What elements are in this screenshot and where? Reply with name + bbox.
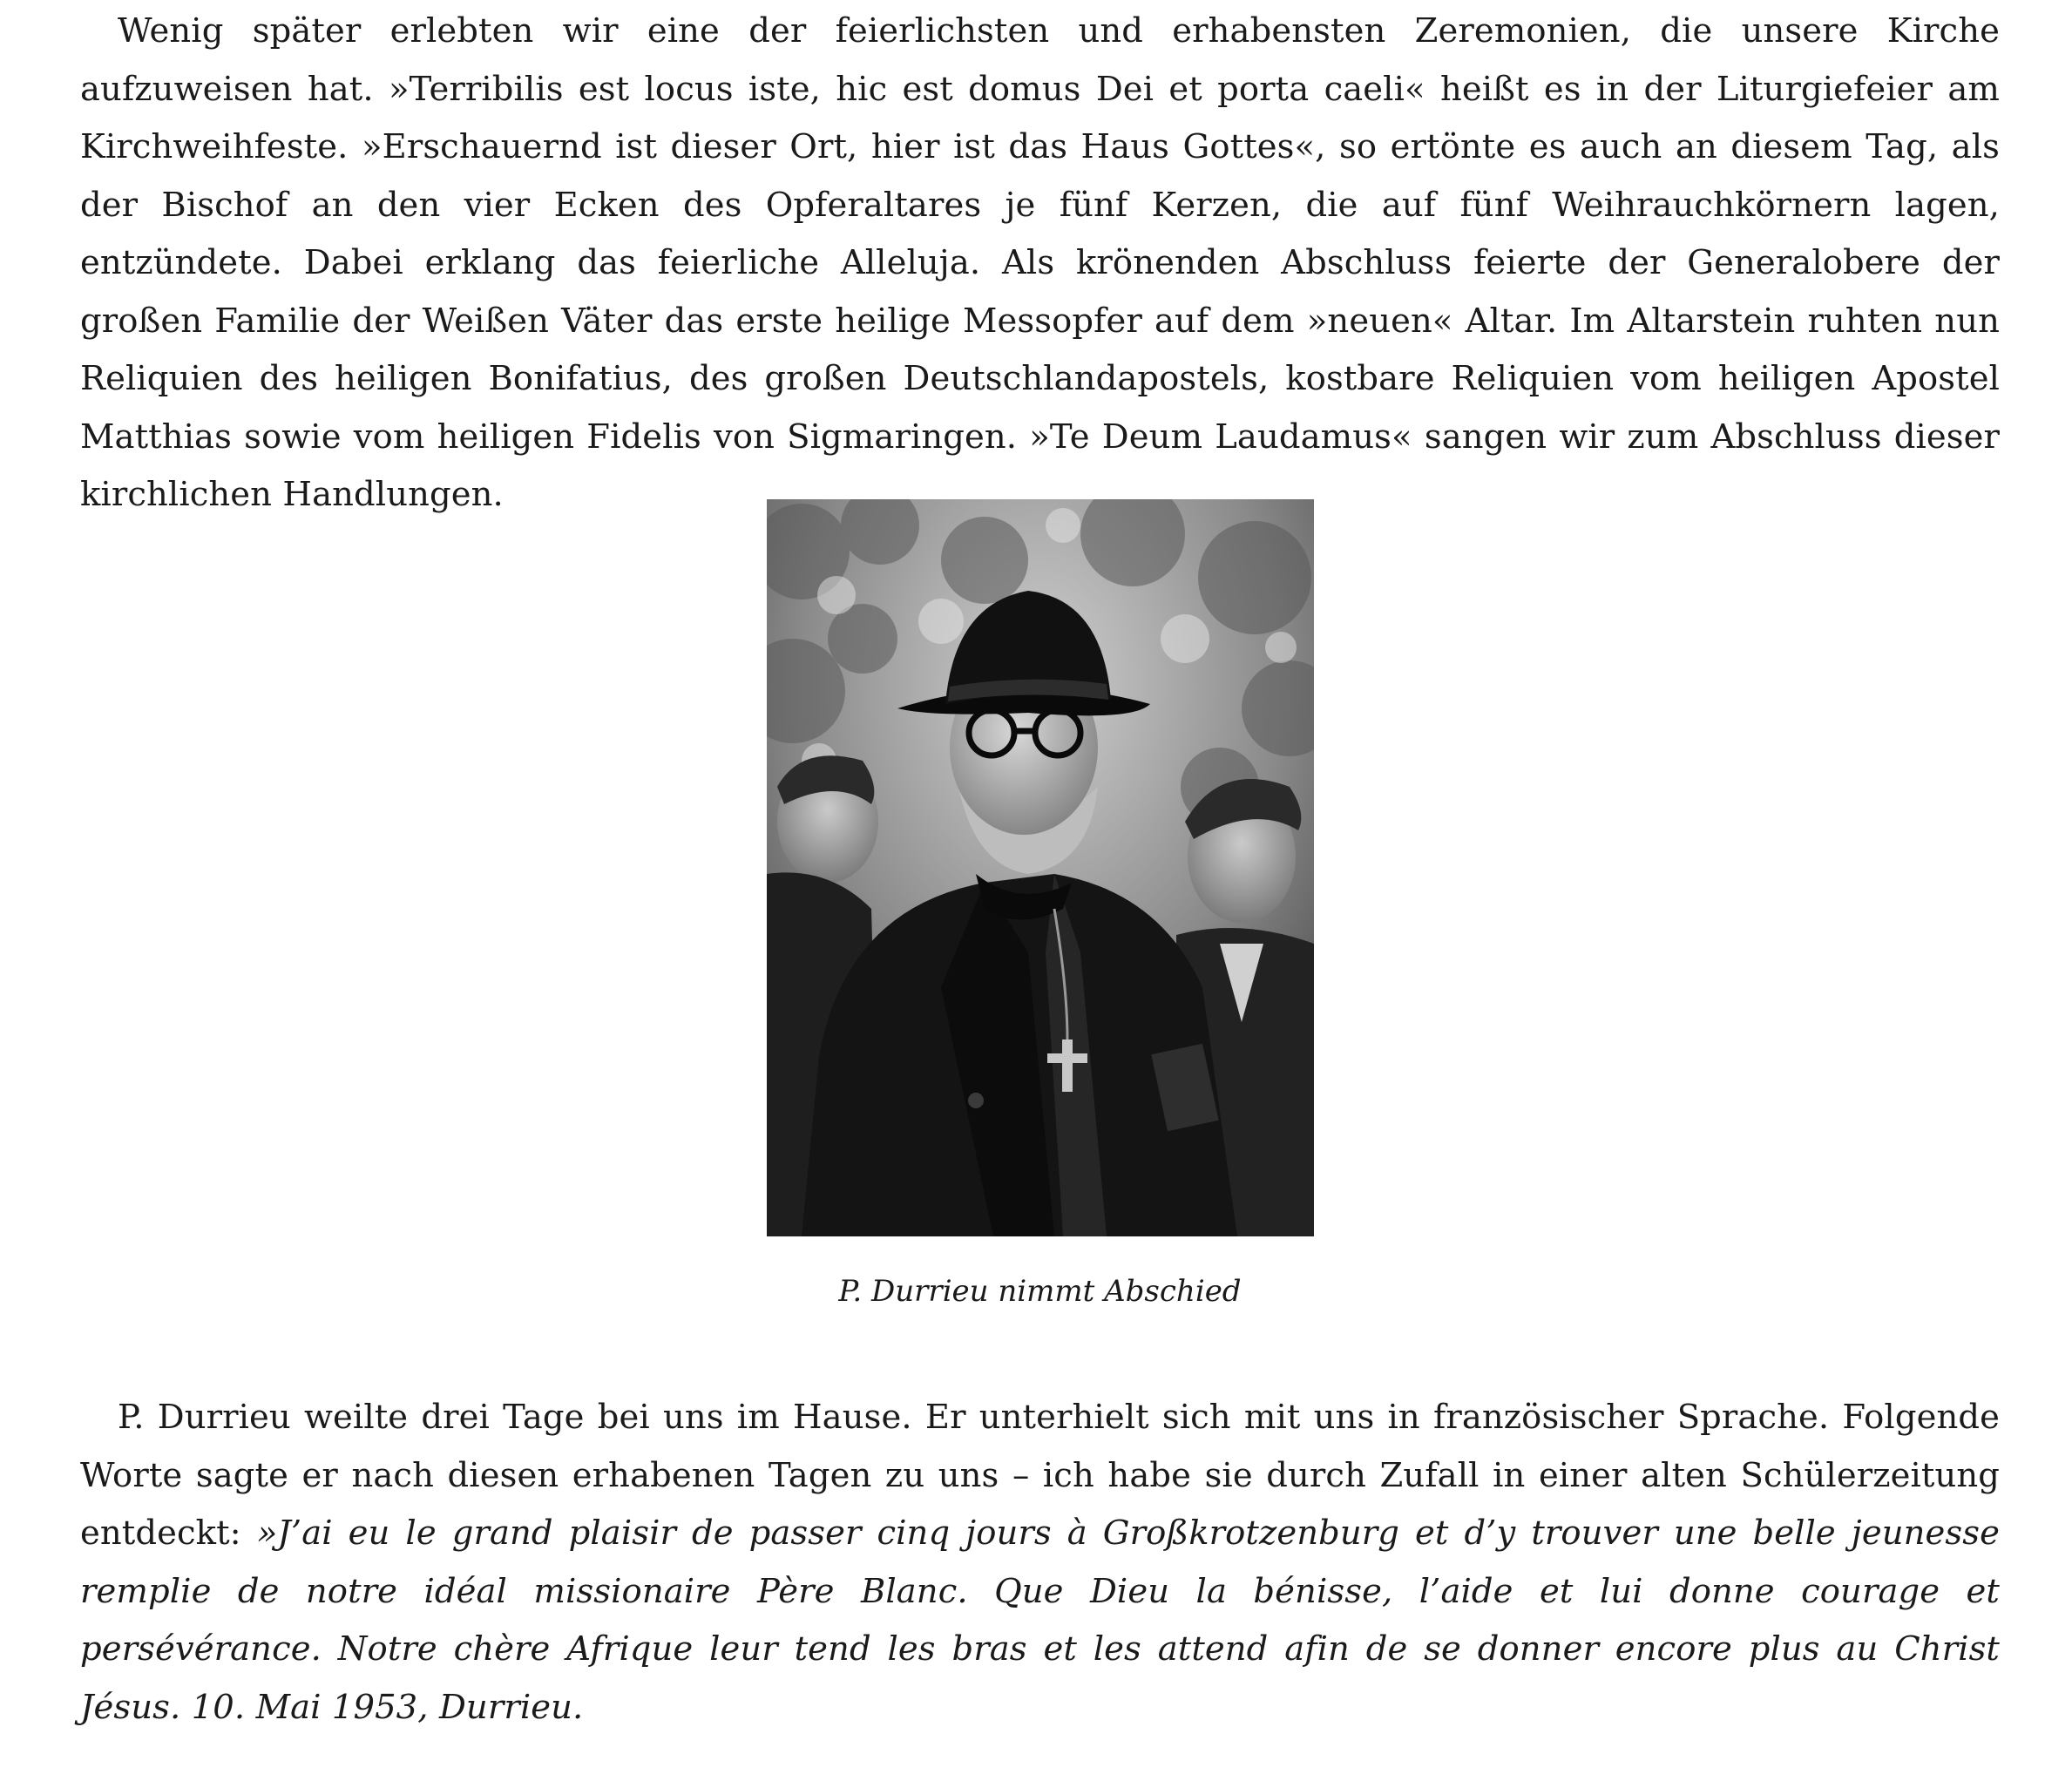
photo-durrieu [767, 499, 1314, 1236]
paragraph-durrieu [80, 1389, 2000, 1737]
paragraph-ceremony: Wenig später erlebten wir eine der feierlichsten und erhabensten Zeremonien, die unsere Kirche aufzuweisen hat. »Terribilis est locus iste, hic est domus Dei et porta caeli« heißt es in der Liturgiefeier am Kirchweihfeste. »Erschauernd ist dieser Ort, hier ist das Haus Gottes«, so ertönte es auch an diesem Tag, als der Bischof an den vier Ecken des Opferaltares je fünf Kerzen, die auf fünf Weihrauchkörnern lagen, entzündete. Dabei erklang das feierliche Alleluja. Als krönenden Abschluss feierte der Generalobere der großen Familie der Weißen Väter das erste heilige Messopfer auf dem »neuen« Altar. Im Altarstein ruhten nun Reliquien des heiligen Bonifatius, des großen Deutschlandapostels, kostbare Reliquien vom heiligen Apostel Matthias sowie vom heiligen Fidelis von Sigmaringen. »Te Deum Laudamus« sangen wir zum Abschluss dieser kirchlichen Handlungen. [80, 11, 2000, 514]
paragraph-durrieu-quote: »J’ai eu le grand plaisir de passer cinq jours à Großkrotzenburg et d’y trouver une belle jeunesse remplie de notre idéal missionaire Père Blanc. Que Dieu la bénisse, l’aide et lui donne courage et persévérance. Notre chère Afrique leur tend les bras et les attend afin de se donner encore plus au Christ Jésus. 10. Mai 1953, Durrieu. [80, 1514, 2000, 1727]
figure-caption: P. Durrieu nimmt Abschied [838, 1274, 1242, 1309]
photo-illustration [767, 499, 1314, 1236]
paragraph-durrieu-text: P. Durrieu weilte drei Tage bei uns im Hause. Er unterhielt sich mit uns in französischer Sprache. Folgende Worte sagte er nach diesen erhabenen Tagen zu uns – ich habe sie durch Zufall in einer alten Schülerzeitung entdeckt: [80, 1398, 2000, 1553]
photo-figure [767, 499, 1314, 1236]
